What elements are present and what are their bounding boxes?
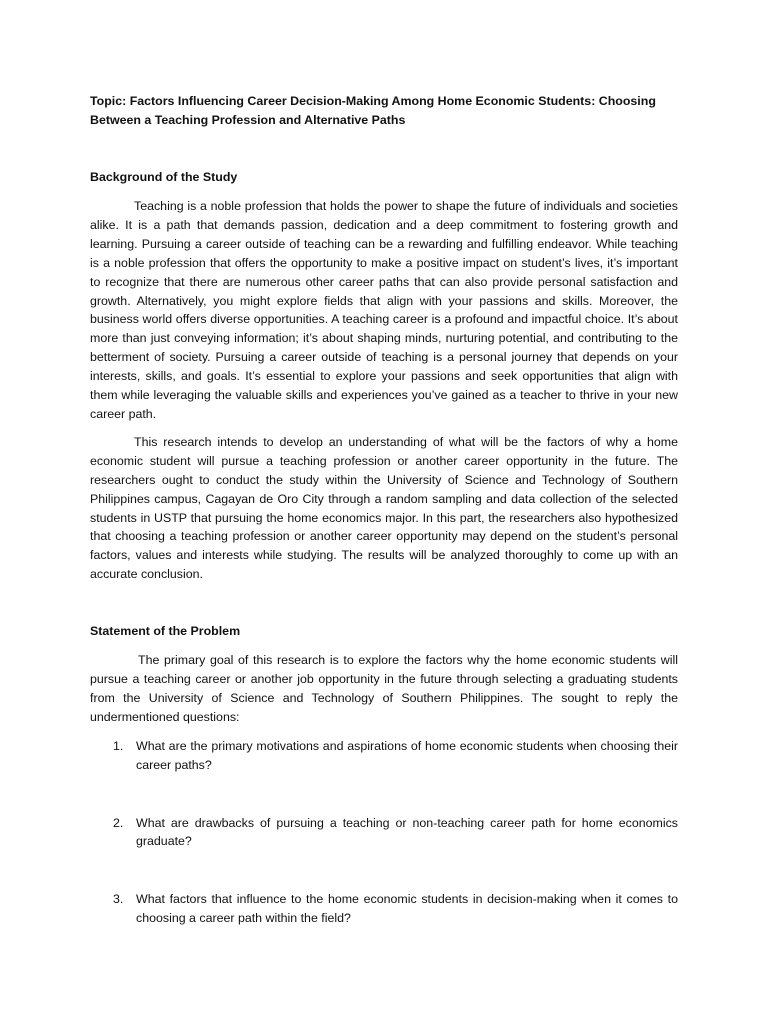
question-number: 3. [113,892,124,907]
document-page [90,92,678,967]
background-paragraph-1: Teaching is a noble profession that holds the power to shape the future of individuals and societies alike. It is a path that demands passion, dedication and a deep commitment to fostering growth and learning. Pursuing a career outside of teaching can be a rewarding and fulfilling endeavor. While teaching is a noble profession that offers the opportunity to make a positive impact on student’s lives, it’s important to recognize that there are numerous other career paths that can also provide personal satisfaction and growth. Alternatively, you might explore fields that align with your passions and skills. Moreover, the business world offers diverse opportunities. A teaching career is a profound and impactful choice. It’s about more than just conveying information; it’s about shaping minds, nurturing potential, and contributing to the betterment of society. Pursuing a career outside of teaching is a personal journey that depends on your interests, skills, and goals. It’s essential to explore your passions and seek opportunities that align with them while leveraging the valuable skills and experiences you’ve gained as a teacher to thrive in your new career path. [90,199,678,421]
question-text: What are the primary motivations and aspirations of home economic students when choosing their career paths? [136,738,678,772]
question-number: 2. [113,815,124,830]
question-text: What are drawbacks of pursuing a teaching or non-teaching career path for home economics graduate? [136,815,678,849]
topic-title: Topic: Factors Influencing Career Decision-Making Among Home Economic Students: Choosing Between a Teaching Profession and Alternative Paths [90,94,656,127]
question-number: 1. [113,738,124,753]
question-item-1 [90,737,678,775]
background-heading: Background of the Study [90,170,238,184]
statement-heading: Statement of the Problem [90,624,241,639]
question-item-3 [90,890,678,928]
question-item-2 [90,814,678,852]
questions-list [90,737,678,928]
background-paragraph-2: This research intends to develop an understanding of what will be the factors of why a home economic student will pursue a teaching profession or another career opportunity in the future. The researchers ought to conduct the study within the University of Science and Technology of Southern Philippines campus, Cagayan de Oro City through a random sampling and data collection of the selected students in USTP that pursuing the home economics major. In this part, the researchers also hypothesized that choosing a teaching profession or another career opportunity may depend on the student’s personal factors, values and interests while studying. The results will be analyzed thoroughly to come up with an accurate conclusion. [90,434,678,582]
statement-intro: The primary goal of this research is to explore the factors why the home economic students will pursue a teaching career or another job opportunity in the future through selecting a graduating students from the University of Science and Technology of Southern Philippines. The sought to reply the undermentioned questions: [90,653,678,724]
question-text: What factors that influence to the home economic students in decision-making when it comes to choosing a career path within the field? [136,892,678,926]
